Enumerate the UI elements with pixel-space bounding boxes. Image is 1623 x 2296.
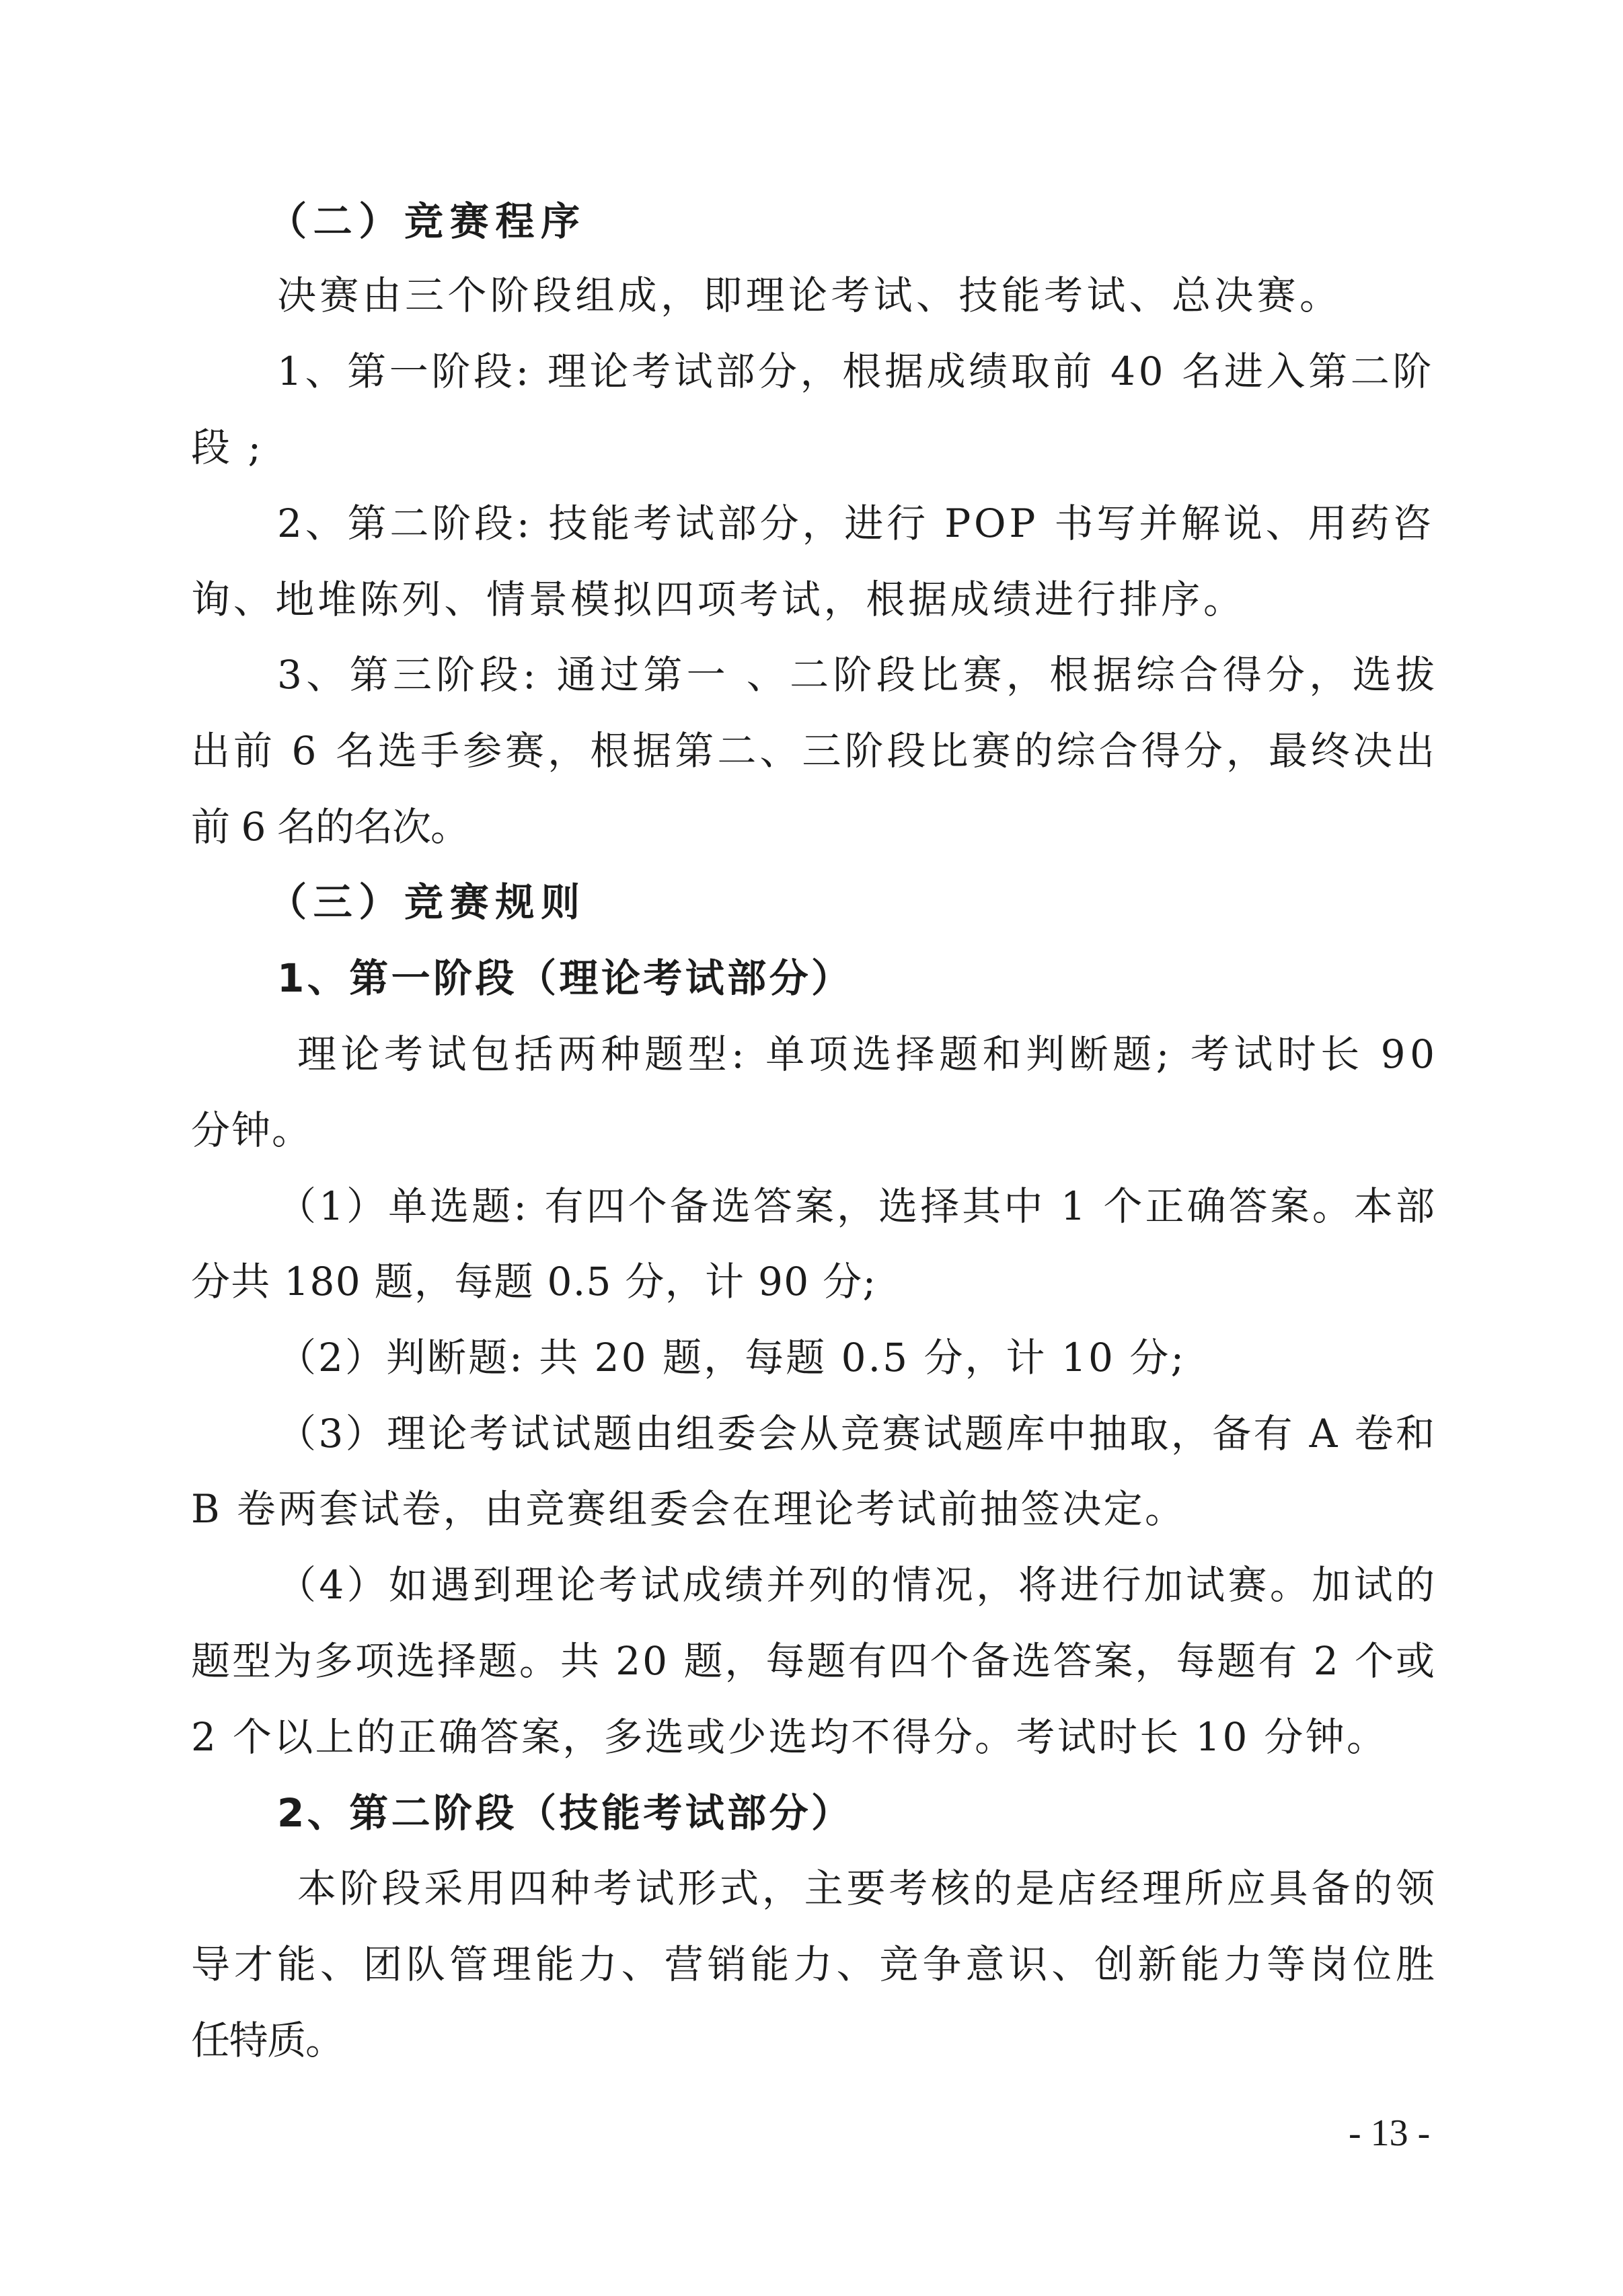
paragraph-line: 3、第三阶段: 通过第一 、二阶段比赛，根据综合得分，选拔 — [277, 652, 1439, 698]
section-heading-competition-rules: （三）竞赛规则 — [268, 879, 587, 925]
paragraph-line: （3）理论考试试题由组委会从竞赛试题库中抽取，备有 A 卷和 — [277, 1411, 1437, 1456]
paragraph-line: （4）如遇到理论考试成绩并列的情况，将进行加试赛。加试的 — [277, 1562, 1438, 1608]
paragraph-line: B 卷两套试卷，由竞赛组委会在理论考试前抽签决定。 — [191, 1486, 1186, 1532]
paragraph-line: 前 6 名的名次。 — [191, 804, 469, 850]
paragraph-line: 询、地堆陈列、情景模拟四项考试，根据成绩进行排序。 — [191, 577, 1246, 622]
subsection-heading-stage-one: 1、第一阶段（理论考试部分） — [277, 955, 854, 1001]
paragraph-line: （2）判断题: 共 20 题，每题 0.5 分，计 10 分; — [277, 1335, 1186, 1380]
paragraph-line: 1、第一阶段: 理论考试部分，根据成绩取前 40 名进入第二阶 — [277, 348, 1435, 394]
paragraph-line: 出前 6 名选手参赛，根据第二、三阶段比赛的综合得分，最终决出 — [191, 728, 1439, 774]
paragraph-line: 任特质。 — [191, 2017, 344, 2063]
paragraph-line: 2 个以上的正确答案，多选或少选均不得分。考试时长 10 分钟。 — [191, 1714, 1388, 1760]
paragraph-line: 分共 180 题，每题 0.5 分，计 90 分; — [191, 1259, 877, 1304]
page-number: - 13 - — [1349, 2112, 1431, 2154]
paragraph-line: 段; — [191, 424, 279, 470]
paragraph-line: 决赛由三个阶段组成，即理论考试、技能考试、总决赛。 — [277, 272, 1343, 318]
paragraph-line: （1）单选题: 有四个备选答案，选择其中 1 个正确答案。本部 — [277, 1183, 1438, 1229]
section-heading-competition-procedure: （二）竞赛程序 — [268, 198, 587, 244]
paragraph-line: 理论考试包括两种题型: 单项选择题和判断题; 考试时长 90 — [297, 1031, 1439, 1077]
paragraph-line: 导才能、团队管理能力、营销能力、竞争意识、创新能力等岗位胜 — [191, 1941, 1439, 1987]
paragraph-line: 题型为多项选择题。共 20 题，每题有四个备选答案，每题有 2 个或 — [191, 1638, 1437, 1684]
paragraph-line: 2、第二阶段: 技能考试部分，进行 POP 书写并解说、用药咨 — [277, 501, 1435, 546]
subsection-heading-stage-two: 2、第二阶段（技能考试部分） — [277, 1790, 854, 1836]
paragraph-line: 分钟。 — [191, 1107, 312, 1153]
paragraph-line: 本阶段采用四种考试形式，主要考核的是店经理所应具备的领 — [297, 1865, 1438, 1911]
